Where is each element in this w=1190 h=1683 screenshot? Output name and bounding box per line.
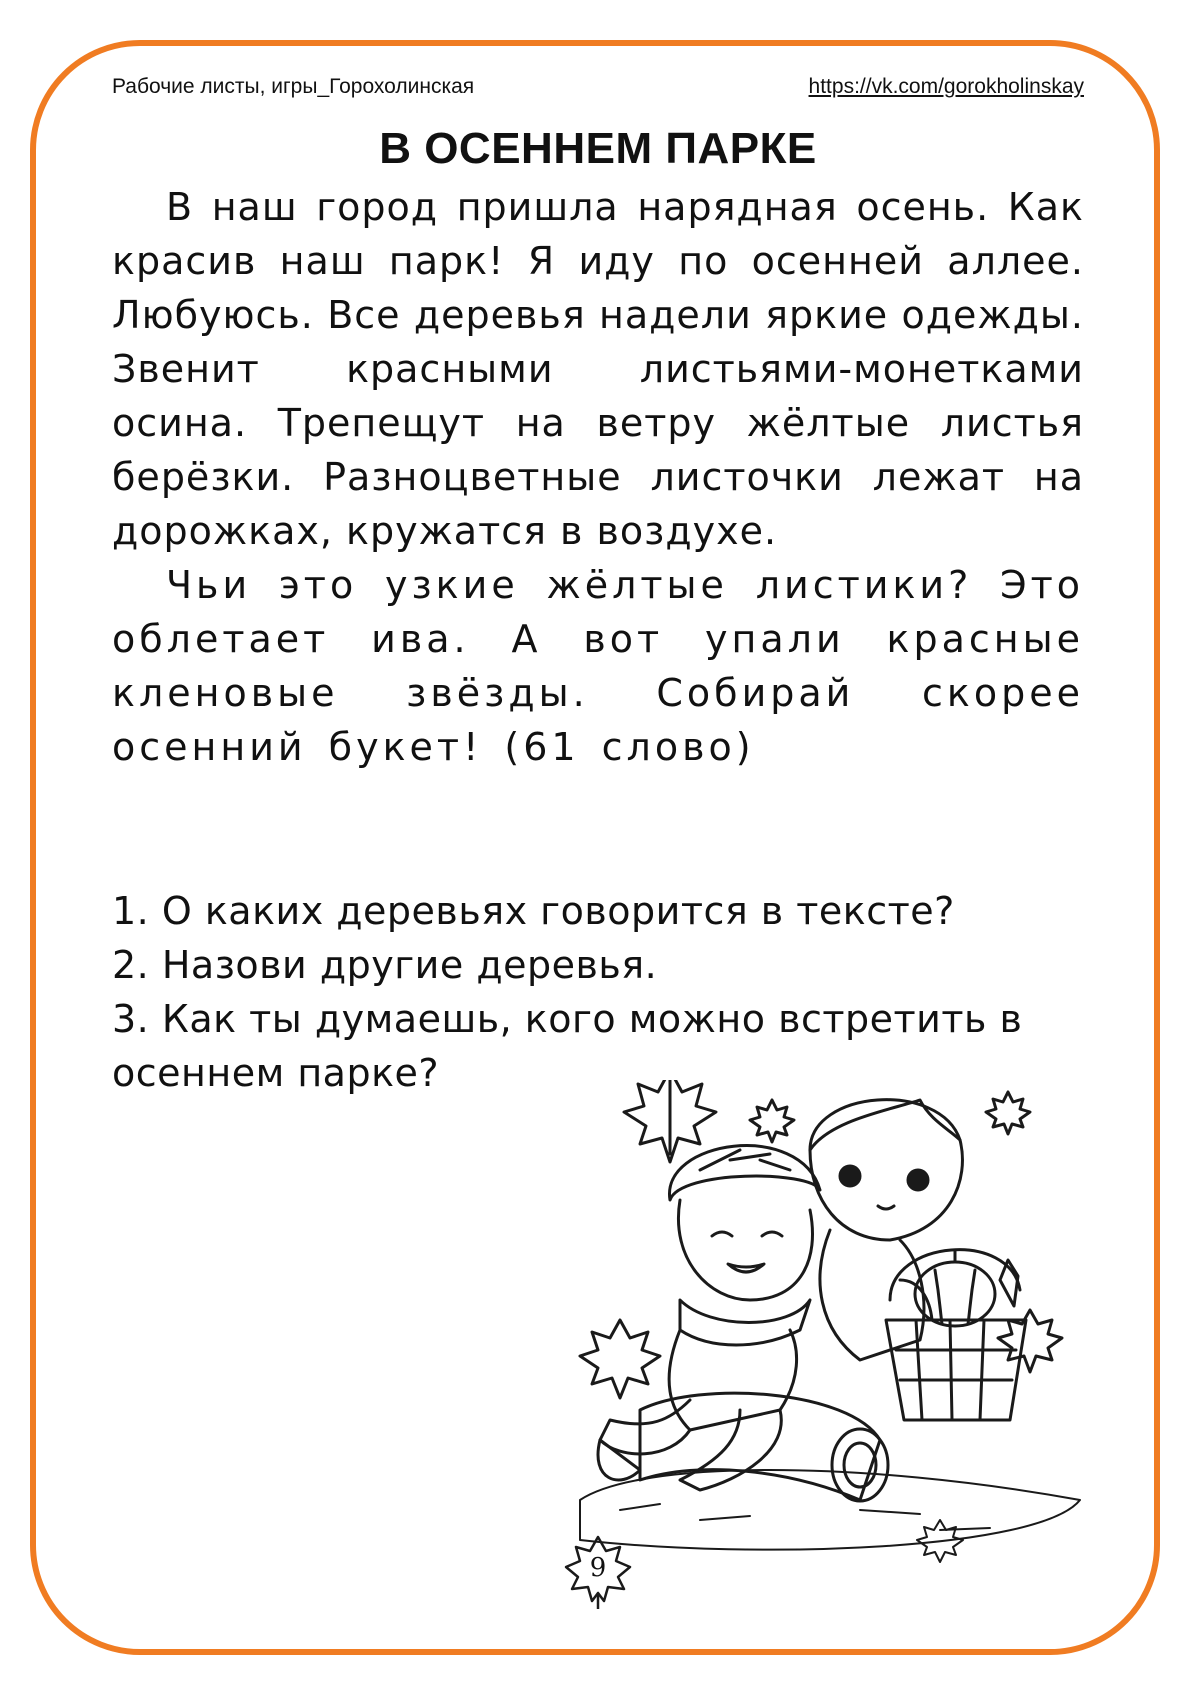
maple-leaf-icon [750,1100,794,1142]
page-header [112,72,1084,102]
boy-front-icon [598,1146,820,1490]
questions-list [112,884,1084,1100]
page-title: В ОСЕННЕМ ПАРКЕ [379,124,817,173]
question-3: 3. Как ты думаешь, кого можно встретить в осеннем парке? [112,997,1023,1095]
maple-leaf-icon [998,1310,1062,1372]
paragraph-1: В наш город пришла нарядная осень. Как красив наш парк! Я иду по осенней аллее. Любуюсь. Все деревья надели яркие одежды. Звенит красными листьями-монетками осина. Трепещут на ветру жёлтые листья берёзки. Разноцветные листочки лежат на дорожках, кружатся в воздухе. [112,185,1084,553]
maple-leaf-icon [580,1320,660,1398]
maple-leaf-icon [986,1092,1030,1134]
question-1: 1. О каких деревьях говорится в тексте? [112,889,955,933]
page-number-badge [563,1535,633,1611]
author-link[interactable]: https://vk.com/gorokholinskay [808,75,1084,98]
author-caption: Рабочие листы, игры_Горохолинская [112,75,475,98]
children-in-autumn-park-icon [560,1080,1100,1640]
page-number: 9 [589,1553,607,1583]
paragraph-2: Чьи это узкие жёлтые листики? Это облетает ива. А вот упали красные кленовые звёзды. Собирай скорее осенний букет! (61 слово) [112,563,1084,769]
maple-leaf-icon [624,1080,716,1162]
question-2: 2. Назови другие деревья. [112,943,658,987]
reading-text [112,180,1084,774]
